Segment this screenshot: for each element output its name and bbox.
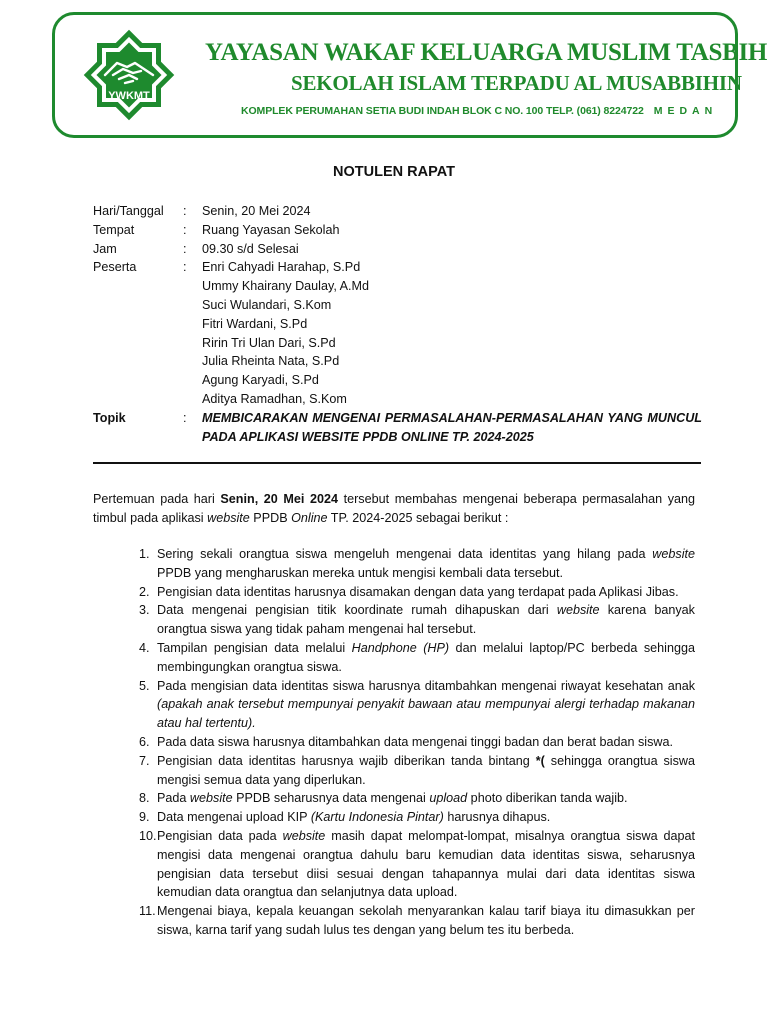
point-text [157,733,695,752]
meeting-details-rows [93,202,713,409]
text-run: PPDB seharusnya data mengenai [232,791,430,806]
ywkmt-logo [77,23,181,127]
point-number: 5. [139,678,150,693]
discussion-point [93,902,695,940]
meta-label: Jam [93,241,117,256]
discussion-point [93,677,695,733]
logo-text: YWKMT [108,90,150,102]
document-title: NOTULEN RAPAT [333,164,455,180]
point-number-cell [93,827,157,902]
text-run: Pengisian data identitas harusnya wajib diberikan tanda bintang [157,753,536,768]
point-text [157,752,695,790]
text-run: Data mengenai upload KIP [157,810,311,825]
meta-row [93,390,713,409]
meta-label [93,296,183,315]
point-number: 7. [139,753,150,768]
topic-value: MEMBICARAKAN MENGENAI PERMASALAHAN-PERMASALAHAN YANG MUNCUL PADA APLIKASI WEBSITE PPDB ONLINE TP. 2024-2025 [202,410,702,444]
text-run: website [207,511,250,525]
discussion-point [93,639,695,677]
text-run: Pada mengisian data identitas siswa harusnya ditambahkan mengenai riwayat kesehatan anak [157,678,695,693]
meta-row [93,352,713,371]
text-run: website [652,547,695,561]
meta-colon: : [183,260,187,275]
text-run: Pada [157,791,190,806]
meta-colon [183,334,202,353]
letterhead [52,12,768,138]
text-run: karena banyak orangtua siswa yang tidak paham mengenai hal tersebut. [157,603,695,637]
meta-value: Fitri Wardani, S.Pd [202,316,308,331]
meta-value: Enri Cahyadi Harahap, S.Pd [202,260,361,275]
point-text [157,639,695,677]
point-number: 4. [139,640,150,655]
text-run: (Kartu Indonesia Pintar) [310,810,444,825]
meta-row [93,315,713,334]
meta-row [93,296,713,315]
meta-row [93,202,713,221]
point-number-cell [93,639,157,677]
address-text: KOMPLEK PERUMAHAN SETIA BUDI INDAH BLOK C NO. 100 TELP. (061) 8224722 [241,105,644,117]
text-run: Pengisian data pada [157,828,283,843]
meta-colon [183,315,202,334]
point-text [157,677,695,733]
meta-value: Suci Wulandari, S.Kom [202,297,332,312]
address-line [241,105,717,117]
meta-colon [183,277,202,296]
discussion-point [93,545,695,583]
text-run: harusnya dihapus. [443,810,551,825]
meta-label [93,390,183,409]
point-number-cell [93,545,157,583]
meta-label [93,277,183,296]
point-number-cell [93,583,157,602]
organization-name: YAYASAN WAKAF KELUARGA MUSLIM TASBIH [205,39,768,66]
text-run: Pengisian data identitas harusnya disamakan dengan data yang terdapat pada Aplikasi Jibas. [157,584,679,599]
text-run: Online [291,511,328,525]
school-name: SEKOLAH ISLAM TERPADU AL MUSABBIHIN [291,71,742,95]
text-run: Senin, 20 Mei 2024 [220,492,338,506]
text-run: sehingga orangtua siswa mengisi semua data yang diperlukan. [157,753,696,787]
point-text [157,902,695,940]
discussion-point [93,808,695,827]
point-text [157,583,695,602]
discussion-point [93,583,695,602]
text-run: masih dapat melompat-lompat, misalnya orangtua siswa dapat mengisi data mengenai orangtua dahulu baru kemudian data identitas siswa, seharusnya pengisian data tersebut diisi sesuai dengan tahapannya mulai dari data identitas siswa kemudian data orangtua dan selanjutnya data upload. [157,828,695,900]
meta-colon: : [183,222,187,237]
discussion-point [93,752,695,790]
point-number: 2. [139,584,150,599]
meta-row [93,334,713,353]
text-run: Pertemuan pada hari [93,492,221,506]
point-number-cell [93,752,157,790]
topic-row [93,409,713,447]
text-run: Pada data siswa harusnya ditambahkan data mengenai tinggi badan dan berat badan siswa. [157,734,673,749]
meta-value: Aditya Ramadhan, S.Kom [202,391,347,406]
meta-row [93,258,713,277]
text-run: TP. 2024-2025 sebagai berikut : [327,511,509,525]
point-text [157,545,695,583]
meta-colon [183,371,202,390]
point-text [157,827,695,902]
point-number: 1. [139,547,150,561]
point-text [157,808,695,827]
text-run: website [189,791,233,806]
discussion-point [93,733,695,752]
text-run: Data mengenai pengisian titik koordinate rumah dihapuskan dari [157,603,557,618]
meta-row [93,240,713,259]
meta-value: Agung Karyadi, S.Pd [202,373,319,388]
meta-value: Julia Rheinta Nata, S.Pd [202,354,340,369]
text-run: Handphone (HP) [351,640,450,655]
intro-paragraph [93,490,695,528]
meta-label [93,334,183,353]
point-number-cell [93,677,157,733]
text-run: (apakah anak tersebut mempunyai penyakit bawaan atau mempunyai alergi terhadap makanan atau hal tertentu). [157,697,695,731]
text-run: website [282,828,326,843]
text-run: Mengenai biaya, kepala keuangan sekolah menyarankan kalau tarif biaya itu dimasukkan per siswa, karna tarif yang sudah lulus tes dengan yang belum tes itu berbeda. [157,904,695,937]
meta-label: Peserta [93,260,137,275]
point-number: 10. [139,828,157,843]
text-run: Sering sekali orangtua siswa mengeluh mengenai data identitas yang hilang pada [157,547,653,561]
point-number: 6. [139,734,150,749]
meta-colon: : [183,204,187,218]
text-run: dan melalui laptop/PC berbeda sehingga membingungkan orangtua siswa. [157,640,695,674]
point-number: 9. [139,810,150,825]
meta-value: Ruang Yayasan Sekolah [202,222,340,237]
meta-row [93,371,713,390]
text-run: Tampilan pengisian data melalui [157,640,352,655]
text-run: PPDB yang mengharuskan mereka untuk mengisi kembali data tersebut. [157,565,564,580]
meta-label: Tempat [93,222,135,237]
meta-colon [183,352,202,371]
point-number-cell [93,601,157,639]
discussion-points-list [93,545,695,940]
meta-label [93,352,183,371]
topic-label: Topik [93,410,126,425]
city-text: MEDAN [653,105,718,117]
text-run: photo diberikan tanda wajib. [467,791,628,806]
point-number: 8. [139,791,150,806]
point-number-cell [93,808,157,827]
meta-colon [183,296,202,315]
topic-colon: : [183,410,187,425]
meta-label [93,315,183,334]
meta-colon: : [183,241,187,256]
point-text [157,601,695,639]
meta-value: Ririn Tri Ulan Dari, S.Pd [202,335,336,350]
meta-label: Hari/Tanggal [93,204,164,218]
meta-colon [183,390,202,409]
meta-row [93,277,713,296]
discussion-point [93,601,695,639]
point-number: 3. [139,603,150,618]
discussion-point [93,789,695,808]
meta-value: 09.30 s/d Selesai [202,241,299,256]
text-run: PPDB [249,511,292,525]
point-number-cell [93,902,157,940]
point-text [157,789,695,808]
meta-label [93,371,183,390]
separator-line [93,462,701,464]
text-run: upload [429,791,468,806]
meta-value: Ummy Khairany Daulay, A.Md [202,279,370,294]
discussion-point [93,827,695,902]
text-run: *( [535,753,545,768]
meta-value: Senin, 20 Mei 2024 [202,204,311,218]
text-run: tersebut membahas mengenai beberapa permasalahan yang timbul pada aplikasi [93,492,696,525]
meta-row [93,221,713,240]
point-number-cell [93,789,157,808]
point-number-cell [93,733,157,752]
text-run: website [556,603,600,618]
point-number: 11. [139,904,156,919]
meeting-details [93,202,713,446]
